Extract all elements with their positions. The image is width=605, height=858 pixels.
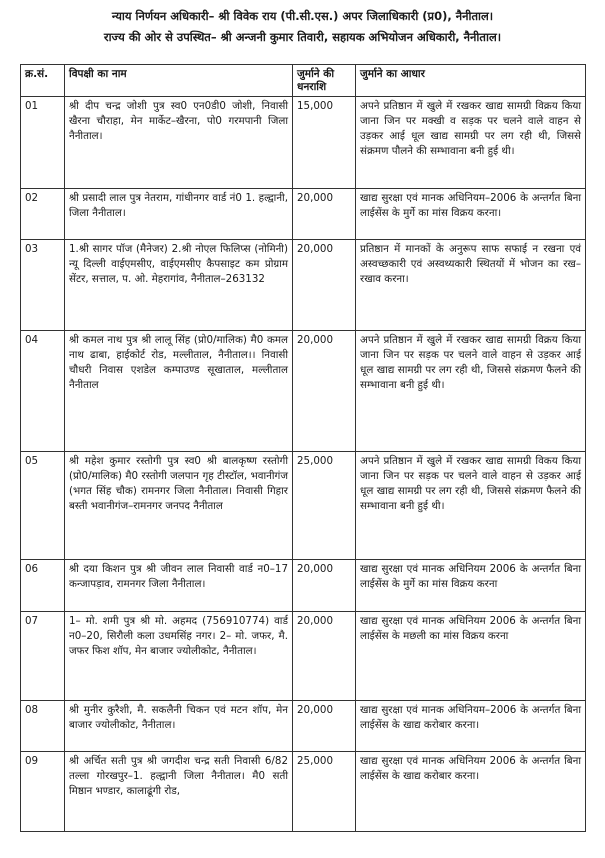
table-row — [21, 240, 586, 331]
fine-reason: खाद्य सुरक्षा एवं मानक अधिनियम 2006 के अन्तर्गत बिना लाईसेंस के खाद्य करोबार करना। — [356, 752, 586, 832]
serial-number: 09 — [21, 752, 65, 832]
fine-amount: 20,000 — [293, 331, 356, 452]
serial-number: 02 — [21, 189, 65, 240]
fine-reason: खाद्य सुरक्षा एवं मानक अधिनियम–2006 के अन्तर्गत बिना लाईसेंस के खाद्य करोबार करना। — [356, 701, 586, 752]
col-header-serial: क्र.सं. — [21, 65, 65, 97]
state-representative-line: राज्य की ओर से उपस्थित– श्री अन्जनी कुमार तिवारी, सहायक अभियोजन अधिकारी, नैनीताल। — [103, 30, 502, 44]
fine-amount: 20,000 — [293, 189, 356, 240]
fine-amount: 25,000 — [293, 752, 356, 832]
col-header-name: विपक्षी का नाम — [65, 65, 293, 97]
party-name: 1– मो. शमी पुत्र श्री मो. अहमद (756910774) वार्ड न0–20, सिरौली कला उधमसिंह नगर। 2– मो. जफर, मै. जफर फिश शॉप, मेन बाजार ज्योलीकोट, नैनीताल। — [65, 612, 293, 701]
table-row — [21, 560, 586, 612]
fine-reason: खाद्य सुरक्षा एवं मानक अधिनियम 2006 के अन्तर्गत बिना लाईसेंस के मुर्गे का मांस विक्रय करना — [356, 560, 586, 612]
table-header-row — [21, 65, 586, 97]
table-row — [21, 189, 586, 240]
serial-number: 06 — [21, 560, 65, 612]
serial-number: 01 — [21, 97, 65, 189]
fine-reason: अपने प्रतिष्ठान में खुले में रखकर खाद्य सामग्री विकय किया जाना जिन पर सड़क पर चलने वाले वाहन से उड़कर आई धूल खाद्य सामग्री पर लग रही थी, जिससे संक्रमण फैलने की सम्भावाना बनी हुई थी। — [356, 452, 586, 560]
party-name: 1.श्री सागर पॉज (मैनेजर) 2.श्री नोएल फिलिप्स (नोमिनी) न्यू दिल्ली वाईएमसीए, वाईएमसीए कैपसाइट कम प्रोग्राम सेंटर, सत्ताल, प. ओ. मेहरागांव, नैनीताल–263132 — [65, 240, 293, 331]
serial-number: 04 — [21, 331, 65, 452]
fine-reason: अपने प्रतिष्ठान में खुले में रखकर खाद्य सामग्री विक्रय किया जाना जिन पर सड़क पर चलने वाले वाहन से उड़कर आई धूल खाद्य सामग्री पर लग रही थी, जिससे संक्रमण फैलने की सम्भावाना बनी हुई थी। — [356, 331, 586, 452]
fine-reason: खाद्य सुरक्षा एवं मानक अधिनियम–2006 के अन्तर्गत बिना लाईसेंस के मुर्गे का मांस विक्रय करना। — [356, 189, 586, 240]
party-name: श्री मुनीर कुरैशी, मै. सकलैनी चिकन एवं मटन शॉप, मेन बाजार ज्योलीकोट, नैनीताल। — [65, 701, 293, 752]
party-name: श्री कमल नाथ पुत्र श्री लालू सिंह (प्रो0/मालिक) मै0 कमल नाथ ढाबा, हाईकोर्ट रोड, मल्लीताल, नैनीताल।। निवासी चौधरी निवास एशडेल कम्पाउण्ड सूखाताल, मल्लीताल नैनीताल — [65, 331, 293, 452]
serial-number: 03 — [21, 240, 65, 331]
fine-amount: 20,000 — [293, 560, 356, 612]
fine-amount: 20,000 — [293, 701, 356, 752]
table-row — [21, 701, 586, 752]
party-name: श्री दया किशन पुत्र श्री जीवन लाल निवासी वार्ड न0–17 कन्जापड़ाव, रामनगर जिला नैनीताल। — [65, 560, 293, 612]
fine-reason: खाद्य सुरक्षा एवं मानक अधिनियम 2006 के अन्तर्गत बिना लाईसेंस के मछली का मांस विक्रय करना — [356, 612, 586, 701]
col-header-amount: जुर्माने की धनराशि — [293, 65, 356, 97]
table-row — [21, 752, 586, 832]
fines-table — [20, 64, 586, 832]
table-row — [21, 612, 586, 701]
fine-reason: अपने प्रतिष्ठान में खुले में रखकर खाद्य सामग्री विक्रय किया जाना जिन पर मक्खी व सड़क पर चलने वाले वाहन से उड़कर आई धूल खाद्य सामग्री पर लग रही थी, जिससे संक्रमण पौलने की सम्भावाना बनी हुई थी। — [356, 97, 586, 189]
party-name: श्री दीप चन्द्र जोशी पुत्र स्व0 एन0डी0 जोशी, निवासी खैरना चौराहा, मेन मार्केट–खैरना, पो0 गरमपानी जिला नैनीताल। — [65, 97, 293, 189]
table-row — [21, 452, 586, 560]
fine-reason: प्रतिष्ठान में मानकों के अनुरूप साफ सफाई न रखना एवं अस्वच्छकारी एवं अस्वथ्यकारी स्थितयों में भोजन का रख–रखाव करना। — [356, 240, 586, 331]
serial-number: 07 — [21, 612, 65, 701]
serial-number: 05 — [21, 452, 65, 560]
party-name: श्री अर्चित सती पुत्र श्री जगदीश चन्द्र सती निवासी 6/82 तल्ला गोरखपुर–1. हल्द्वानी जिला नैनीताल। मै0 सती मिष्ठान भण्डार, कालाढूंगी रोड, — [65, 752, 293, 832]
adjudicating-officer-line: न्याय निर्णयन अधिकारी– श्री विवेक राय (पी.सी.एस.) अपर जिलाधिकारी (प्र0), नैनीताल। — [111, 9, 494, 23]
table-row — [21, 331, 586, 452]
fine-amount: 20,000 — [293, 612, 356, 701]
fine-amount: 20,000 — [293, 240, 356, 331]
fine-amount: 25,000 — [293, 452, 356, 560]
fine-amount: 15,000 — [293, 97, 356, 189]
party-name: श्री प्रसादी लाल पुत्र नेतराम, गांधीनगर वार्ड नं0 1. हल्द्वानी, जिला नैनीताल। — [65, 189, 293, 240]
serial-number: 08 — [21, 701, 65, 752]
party-name: श्री महेश कुमार रस्तोगी पुत्र स्व0 श्री बालकृष्ण रस्तोगी (प्रो0/मालिक) मै0 रस्तोगी जलपान गृह टीस्टॉल, भवानीगंज (भगत सिंह चौक) रामनगर जिला नैनीताल। निवासी गिहार बस्ती भवानीगंज–रामनगर जनपद नैनीताल — [65, 452, 293, 560]
table-row — [21, 97, 586, 189]
col-header-reason: जुर्माने का आधार — [356, 65, 586, 97]
document-header — [0, 6, 605, 48]
